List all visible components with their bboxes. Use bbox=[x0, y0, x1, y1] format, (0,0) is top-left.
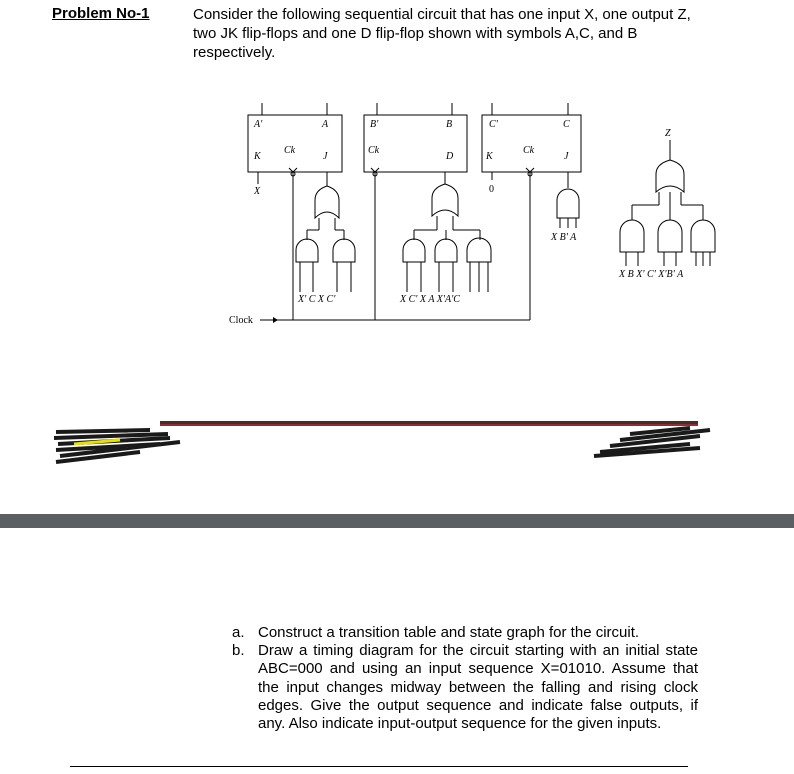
and-gate-b3 bbox=[467, 238, 491, 262]
question-b-marker: b. bbox=[232, 642, 245, 660]
input-x-label: X bbox=[254, 186, 261, 197]
ff-a-qbar-label: A' bbox=[254, 119, 263, 130]
gray-separator-band bbox=[0, 514, 794, 528]
bottom-rule bbox=[70, 766, 688, 767]
ff-c-k-label: K bbox=[486, 151, 493, 162]
ff-b-d-label: D bbox=[446, 151, 454, 162]
ff-a-k-label: K bbox=[254, 151, 261, 162]
b-logic-inputs: X C' X A X'A'C bbox=[400, 294, 460, 305]
and-gate-c bbox=[557, 189, 579, 218]
ff-c-j-label: J bbox=[564, 151, 569, 162]
question-a-marker: a. bbox=[232, 624, 245, 641]
ff-a-q-label: A bbox=[322, 119, 329, 130]
problem-intro: Consider the following sequential circuit that has one input X, one output Z, two JK flip-flops and one D flip-flop shown with symbols A,C, and B respectively. bbox=[193, 6, 691, 61]
ff-b-qbar-label: B' bbox=[370, 119, 379, 130]
scribble-right bbox=[590, 420, 720, 460]
ff-c-q-label: C bbox=[563, 119, 570, 130]
output-z-label: Z bbox=[665, 128, 671, 139]
zero-constant-label: 0 bbox=[489, 184, 494, 195]
a-logic-inputs: X' C X C' bbox=[298, 294, 336, 305]
and-gate-b1 bbox=[403, 239, 425, 262]
ff-c-qbar-label: C' bbox=[489, 119, 498, 130]
ff-b-q-label: B bbox=[446, 119, 453, 130]
ff-c-ck-label: Ck bbox=[523, 145, 535, 156]
z-logic-inputs: X B X' C' X'B' A bbox=[619, 269, 684, 280]
question-list bbox=[232, 624, 698, 733]
and-gate-z1 bbox=[620, 220, 644, 252]
and-gate-a1 bbox=[296, 239, 318, 262]
and-gate-z3 bbox=[691, 220, 715, 252]
question-a-text: Construct a transition table and state graph for the circuit. bbox=[258, 624, 640, 641]
and-gate-b2 bbox=[435, 239, 457, 262]
ff-a-j-label: J bbox=[323, 151, 328, 162]
and-gate-a2 bbox=[333, 239, 355, 262]
question-a bbox=[232, 624, 698, 642]
clock-label: Clock bbox=[229, 315, 253, 326]
or-gate-b bbox=[432, 184, 458, 216]
ff-a-ck-label: Ck bbox=[284, 145, 296, 156]
question-b bbox=[232, 642, 698, 733]
or-gate-a bbox=[315, 186, 339, 218]
scribble-left bbox=[50, 420, 190, 465]
question-b-text: Draw a timing diagram for the circuit starting with an initial state ABC=000 and using an input sequence X=01010. Assume that the input changes midway between the falling and rising clock edges. Give the output sequence and indicate false outputs, if any. Also indicate input-output sequence for the given inputs. bbox=[258, 642, 698, 733]
c-j-inputs: X B' A bbox=[551, 232, 577, 243]
and-gate-z2 bbox=[658, 220, 682, 252]
ff-b-ck-label: Ck bbox=[368, 145, 380, 156]
problem-label: Problem No-1 bbox=[52, 5, 150, 22]
or-gate-z bbox=[656, 160, 684, 192]
